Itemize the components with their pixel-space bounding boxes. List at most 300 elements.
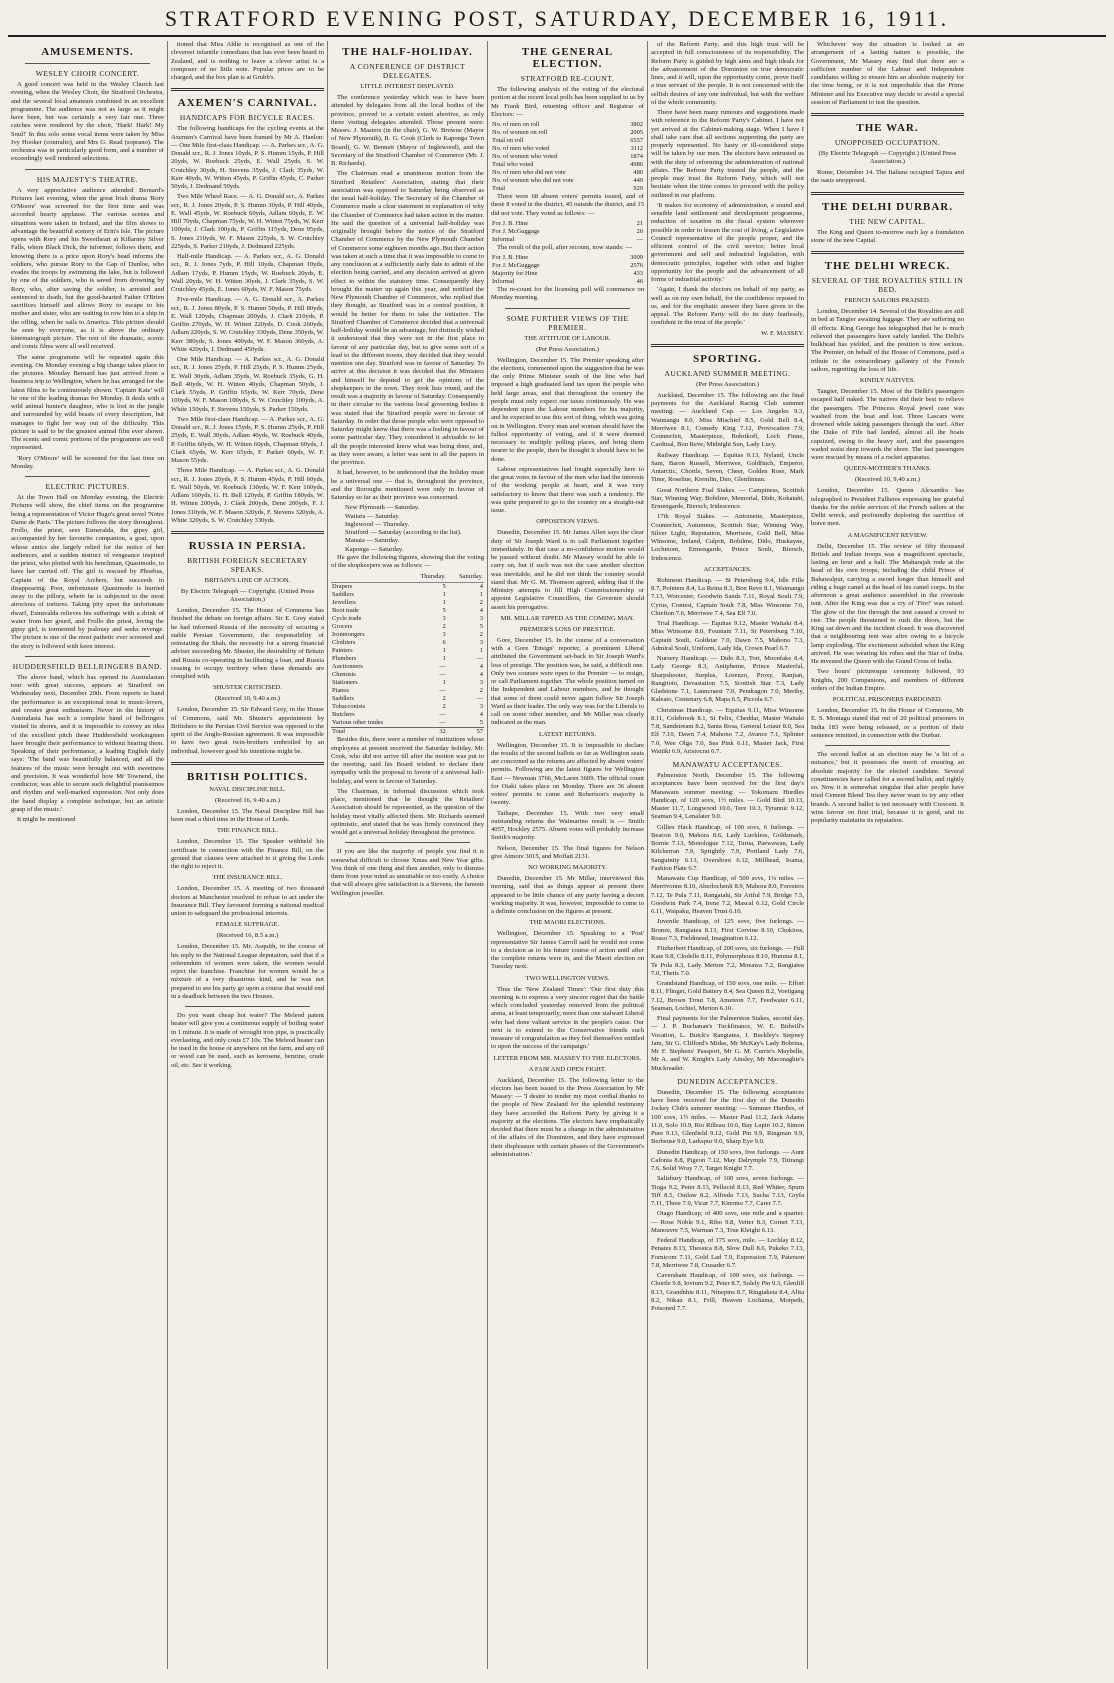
table-cell: — xyxy=(439,663,446,671)
list-item: Manaia — Saturday. xyxy=(345,537,400,545)
section-heading-election: THE GENERAL ELECTION. xyxy=(521,46,614,70)
table-cell: 1 xyxy=(479,591,483,599)
article-subheading: PREMIER'S LOSS OF PRESTIGE. xyxy=(519,625,616,633)
table-cell: Saddlers xyxy=(332,591,355,599)
divider xyxy=(651,344,804,347)
table-cell: 3 xyxy=(479,615,483,623)
article-body: Two Mile first-class Handicap. — A. Parkes scr., A. G. Donald scr., R. J. Jones 15yds, P. S. Humm 25yds, P. Hill 25yds, E. Wall 30yds, Adlam 40yds, W. Roebuck 40yds, P. Griffin 60yds, W. H. Witten 60yds, Chapman 60yds, J. Clark 65yds, W. Kerr 65yds, F. Parker 60yds, W. F. Mason 55yds. xyxy=(171,415,324,464)
divider xyxy=(811,113,964,116)
table-cell: Pianos xyxy=(332,687,350,695)
table-cell: — xyxy=(476,655,483,663)
article-body: London, December 15. Sir Edward Grey, in the House of Commons, said Mr. Shuster's appointment by Britishers to the Persian Civil Service was opposed to the spirit of the Anglo-Russian agreement. It was impossible to have two great twin-brothers embroiled by an individual, however good his intentions might be. xyxy=(171,706,324,755)
table-cell: Saddlers xyxy=(332,695,355,703)
section-heading-amusements: AMUSEMENTS. xyxy=(41,46,134,58)
table-cell: Drapers xyxy=(332,583,353,591)
table-row xyxy=(331,711,484,719)
dateline: (Received 16, 9.40 a.m.) xyxy=(214,796,280,804)
article-body: London, December 15. A meeting of two thousand doctors at Manchester resolved to refuse to act under the Insurance Bill. They favoured forming a national medical union to safeguard the professional interests. xyxy=(171,885,324,917)
article-body: 'Again, I thank the electors on behalf of my party, as well as on my own behalf, for the confidence reposed in us, and for the emphatic answer they have given to the appeal. The Reform Party will do its duty fearlessly, confident in the trust of the people.' xyxy=(651,286,804,327)
table-cell: No. of men who did not vote xyxy=(492,169,566,176)
table-row xyxy=(331,615,484,623)
column-1 xyxy=(8,41,168,1669)
table-cell: 21 xyxy=(636,219,643,227)
article-body: Trial Handicap. — Equitas 9.12, Master Waitaki 8.4, Miss Winsome 8.0, Fountain 7.11, St Petersburg 7.10, Captain Soult, Goldstar 7.0, Dawn 7.5, Mahono 7.3, Admiral Soult, Uniform, Lady Ida, Crown Pearl 6.7. xyxy=(651,620,804,652)
list-item: Stratford — Saturday (according to the list). xyxy=(345,529,462,536)
article-body: The re-count for the licensing poll will commence on Monday morning. xyxy=(491,286,644,302)
table-row xyxy=(331,647,484,655)
article-body: Manawatu Cup Handicap, of 500 sovs, 1¼ miles. — Merrivonne 8.10, Aberlochenlt 8.9, Mahora 8.0, Foresters 7.12, Te Pula 7.11, Rangatahi, Sir Artful 7.9, Bridge 7.5, Goodwin Park 7.4, Irene 7.2, Mascal 6.12, Gold Circle 6.11, Waipaku, Heaven Trust 6.10. xyxy=(651,875,804,915)
article-body: Three Mile Handicap. — A. Parkes scr., A. G. Donald scr., R. J. Jones 20yds, P. S. Humm 45yds, P. Hill 60yds, E. Wall 50yds, W. Roebuck 130yds, W. F. Kerr 160yds, Adlam 160yds, G. H. Bell 120yds, P. Griffin 180yds, W. H. Witten 200yds, J. Clark 200yds, Dene 200yds, F. J. Jones 310yds, W. F. Mason 320yds, F. Stevens 320yds, A. White 320yds, S. W. Crutchley 330yds. xyxy=(171,467,324,524)
article-subheading: NO WORKING MAJORITY. xyxy=(528,864,607,871)
divider xyxy=(25,476,150,477)
article-subheading: SHUSTER CRITICISED. xyxy=(213,684,282,692)
advertisement-text: If you are like the majority of people you find it is somewhat difficult to choose Xmas and New Year gifts. You think of one thing and then another, only to dismiss them from your mind as unsuitable or too costly. A choice that will always give satisfaction is a Stevens, the famous Wellington jeweller. xyxy=(331,848,484,897)
table-cell: 2 xyxy=(442,703,446,711)
article-body: The following analysis of the voting of the electoral portion at the recent local polls has been supplied to us by Mr Frank Bird, returning officer and Registrar of Electors: — xyxy=(491,86,644,118)
table-cell: Total on roll xyxy=(492,137,524,144)
table-cell: No. of women on roll xyxy=(492,129,548,136)
article-body: There have been many rumours and suggestions made with reference to the Reform Party's Cabinet. I have not yet arrived at the Cabinet-making stage. When I have I shall take care that all sections supporting the party are properly represented. No hasty or ill-considered steps will be taken by our men. The electors have entrusted us with the duty of reforming the administration of national affairs. The Reform Party trusted the people, and the people may trust the Reform Party, which will not hesitate when the time comes to proceed with the policy outlined in our platform. xyxy=(651,109,804,199)
table-cell: 1 xyxy=(442,647,446,655)
article-subheading: HANDICAPS FOR BICYCLE RACES. xyxy=(179,113,316,123)
list-item: Kaponga — Saturday. xyxy=(345,545,404,553)
divider xyxy=(345,842,470,843)
table-row xyxy=(331,655,484,663)
column-2 xyxy=(168,41,328,1669)
article-body: Otago Handicap, of 400 sovs, one mile and a quarter. — Rose Noble 9.1, Ribo 9.8, Vetter 8.3, Cornet 7.13, Manouvre 7.5, Warman 7.3, True Kleight 6.13. xyxy=(651,1210,804,1234)
article-subheading: THE INSURANCE BILL. xyxy=(212,874,283,882)
divider xyxy=(25,656,150,657)
table-row xyxy=(491,220,644,228)
table-total-row xyxy=(331,728,484,737)
newspaper-page xyxy=(8,4,1106,1673)
article-subheading: OPPOSITION VIEWS. xyxy=(536,518,599,526)
table-cell: 3112 xyxy=(630,145,643,152)
section-heading-axemen: AXEMEN'S CARNIVAL. xyxy=(177,97,318,110)
table-cell: 2576 xyxy=(630,262,643,269)
divider xyxy=(25,169,150,170)
table-row xyxy=(331,671,484,679)
table-cell: Total xyxy=(331,728,407,737)
table-cell: 4 xyxy=(479,711,483,719)
table-cell: 1874 xyxy=(630,153,643,160)
article-body: Dunedin, December 15. Mr Millar, interviewed this morning, said that as things appear at present there appeared to be little chance of any party having a decent working majority. It was, however, impossible to come to a definite conclusion on the figures at present. xyxy=(491,875,644,915)
divider xyxy=(505,308,630,309)
column-6 xyxy=(808,41,967,1669)
table-cell: Stationers xyxy=(332,679,358,687)
table-cell: Total who voted xyxy=(492,161,534,168)
table-header-row xyxy=(331,572,484,583)
table-row xyxy=(491,161,644,169)
table-row xyxy=(331,695,484,703)
table-cell: 3802 xyxy=(630,121,643,128)
article-body: Two Mile Wheel Race. — A. G. Donald scr., A. Parkes scr., R. J. Jones 20yds, P. S. Humm 30yds, P. Hill 40yds, E. Wall 45yds, W. Roebuck 60yds, Adlam 60yds, E. W. Hill 70yds, Chapman 75yds, W. H. Witten 75yds, W. Kerr 100yds, J. Clark 100yds, P. Griffin 115yds, Dene 95yds, S. Jones 210yds, W. F. Mason 225yds, S. W. Crutchley 225yds, S. Parker 210yds, J. Dedmand 225yds. xyxy=(171,193,324,250)
article-subheading: THE FINANCE BILL. xyxy=(217,827,278,835)
dateline: (Per Press Association.) xyxy=(536,345,599,353)
table-cell: 4 xyxy=(479,607,483,615)
section-heading-half-holiday: THE HALF-HOLIDAY. xyxy=(342,46,473,58)
table-cell: 3 xyxy=(479,639,483,647)
article-body: The Chairman, in informal discussion which took place, mentioned that he thought the Retailers' Association should be represented, as the question of the holiday most vitally affected them. Mr. Richards seemed optimistic, and stated that he was firmly convinced they would get a universal holiday throughout the province. xyxy=(331,787,484,836)
table-header: Thursday. xyxy=(407,572,446,583)
article-subheading: A CONFERENCE OF DISTRICT DELEGATES. xyxy=(349,62,466,80)
article-body: Whichever way the situation is looked at an arrangement of a lasting nature is possible, the Government, Mr Massey may find that there are a sufficient number of the Labour and Independent candidates willing to ensure him an absolute majority for the time being, or it is not improbable that the Prime Minister and his Executive may decide to avoid a special session of Parliament to test the question. xyxy=(811,41,964,106)
table-cell: For J. B. Hine xyxy=(492,219,529,227)
article-subheading: A MAGNIFICENT REVIEW. xyxy=(847,531,928,539)
article-body: Gore, December 15. In the course of a conversation with a Gore 'Ensign' reporter, a prominent Liberal attributed the Government set-back to Sir Joseph Ward's loss of prestige. The position was, he said, a difficult one. Only two courses were open to the Premier — to resign, or call Parliament together. The whole position turned on the Independent and Labour members, and he thought that some of them could never again follow Sir Joseph Ward as their leader. The only way was for the Liberals to call on some other member, and Mr Millar was clearly indicated as the man. xyxy=(491,636,644,727)
article-body: 'It makes for economy of administration, a sound and sensible land settlement and development programme, reduction of taxation in the fiscal system wherever possible in order to lessen the cost of living, a Legislative Council representative of the people proper, and the efficient control of the civil service; better local government and self and industrial legislation, with democratic principles, together with other and higher opportunity for the people and the advancement of all forms of industrial activity.' xyxy=(651,201,804,283)
table-row xyxy=(331,623,484,631)
table-cell: Auctioneers xyxy=(332,663,363,671)
list-item: Inglewood — Thursday. xyxy=(345,520,410,528)
article-body: Gillies Hack Handicap, of 100 sovs, 6 furlongs. — Beacon 9.0, Mahora 8.6, Lady Luckless, Goldsmark, Bornie 7.13, Monologue 7.12, Turua, Paewawau, Lady Kilcherran 7.9, Sprightly 7.9, Portland Lady 7.6, Sanguinity 6.13, Overshoot 6.12, Millhead, Ioama, Fashion Plate 6.7. xyxy=(651,823,804,872)
section-heading-wreck: THE DELHI WRECK. xyxy=(824,260,951,272)
advertisement-text: The second ballot at an election may be 'a bit of a nuisance,' but it possesses the merit of ensuring an absolute majority for the elected candidate. Several constituencies have called for a second ballot, and rightly so. Now it is somewhat singular that after people have tried Cement Blend Tea they never want to try any other brands. A second ballot is not necessary with Crescent. It wins favour on first trial, because it is good, and its popularity maintains its reputation. xyxy=(811,751,964,824)
article-body: Great Northern Foal Stakes. — Campiness, Scottish Star, Winning Way, Bobilme, Memorial, Dido, Kokatahi, Ermengarde, Biersch, Iridescence. xyxy=(651,486,804,510)
article-subheading: THE NEW CAPITAL. xyxy=(849,216,926,226)
article-body: The result of the poll, after recount, now stands: — xyxy=(497,243,632,251)
table-row xyxy=(491,228,644,236)
article-body: Wellington, December 15. It is impossible to declare the results of the second ballots so far as Wellington seats are concerned as the returns are affected by absent voters' permits. Following are the latest figures for Wellington East — Newman 3766, McLaren 3609. The official count for Otaki takes place on Monday. There are 36 absent voters' permits to come and Robertson's majority is twenty. xyxy=(491,741,644,807)
columns xyxy=(8,41,1106,1669)
article-subheading: BRITISH FOREIGN SECRETARY SPEAKS. xyxy=(187,556,308,574)
article-body: Dunedin, December 15. Mr James Allen says the clear duty of Sir Joseph Ward is to call Parliament together immediately. In that case a no-confidence motion would be passed without doubt. Mr Massey would be able to carry on, but if such was not the case another election was inevitable, and he did not think the country would stand that. Mr G. M. Thomson agreed, adding that if the Ministry attempts to fill High Commissionership or appoint Legislative Councillors, the Governor should assert his prerogative. xyxy=(491,529,644,611)
article-body: Rome, December 14. The Italians occupied Tajura and the oasis unopposed. xyxy=(811,169,964,185)
table-cell: For J. McGuggage xyxy=(492,227,540,235)
list-item: Waitara — Saturday. xyxy=(345,512,400,520)
section-heading-sporting: SPORTING. xyxy=(693,352,762,365)
article-body: It might be mentioned xyxy=(17,816,76,823)
table-cell: 480 xyxy=(633,169,643,176)
article-subheading: ACCEPTANCES. xyxy=(703,565,752,573)
table-cell: 2 xyxy=(479,631,483,639)
table-cell: Ironmongers xyxy=(332,631,365,639)
table-row xyxy=(491,129,644,137)
article-body: Auckland, December 15. The following letter to the electors has been issued to the Press Association by Mr Massey: — 'I desire to tender my most cordial thanks to the people of New Zealand for the splendid testimony they have accorded the Reform Party by giving it a majority at the elections. The electors have emphatically decided that there must be a change in the administration of the affairs of the Dominion, and they have expressed their displeasure with certain phases of the Government's administration.' xyxy=(491,1076,644,1158)
article-body: Final payments for the Palmerston Stakes, second day. — J. P. Buchanan's Tuckfinance, W. E. Bidwill's Vocation, L. Buick's Rangiatea, J. Buckley's Stepney Jam, Sir G. Clifford's Midas, Mr McKay's Lady Bobrina, Mr F. Stephens' Passport, Mr G. M. Currie's Maybelle, Mr A. and W. Knight's Lady Ainsley, Mr Maconaghie's Muckreader. xyxy=(651,1015,804,1072)
article-subheading: LATEST RETURNS. xyxy=(538,730,597,738)
article-heading: DUNEDIN ACCEPTANCES. xyxy=(677,1076,778,1086)
article-body: He gave the following figures, showing that the voting of the shopkeepers was as follows: — xyxy=(331,553,484,569)
table-cell: Clothiers xyxy=(332,639,356,647)
table-cell: — xyxy=(636,235,643,243)
article-body: Grandstand Handicap, of 150 sovs, one mile. — Effort 8.11, Flinget, Gold Battery 8.4, Sea Queen 8.2, Voetigang 7.12, Brown Trout 7.8, Ameteon 7.7, Feedwater 6.11, Seaman, Lochiel, Merton 6.10. xyxy=(651,980,804,1012)
article-subheading: TWO WELLINGTON VIEWS. xyxy=(525,974,610,982)
table-cell: 2 xyxy=(479,599,483,607)
article-body: Labour representatives had fought especially here to the great votes in favour of the men who had the interests of the working people at heart, and it was very satisfactory to know that there was such a tendency. He was quite prepared to go to the country on a straight-out issue. xyxy=(491,465,644,514)
table-cell: 4986 xyxy=(630,161,643,168)
article-subheading: KINDLY NATIVES. xyxy=(859,377,916,384)
table-cell: 1 xyxy=(442,599,446,607)
article-body: Nursery Handicap. — Dido 8.3, Tort, Moonfake 8.4, Lady George 8.3, Antipheme, Prince Masterful, Sharpshooter, Surplus, Lorenzo, Proxy, Ranjian, Rangitoto, Devastation 7.5, Scottish Star 7.3, Lady Gladstone 7.1, Lanncraest 7.0, Pendragon 7.0, Merthy, Kaleato, Centenary 6.8, Mapa 6.5, Piccola 6.7. xyxy=(651,655,804,704)
section-heading-politics: BRITISH POLITICS. xyxy=(187,770,308,783)
article-body: The following handicaps for the cycling events at the Axemen's Carnival have been framed by Mr A. Hanlon: — One Mile first-class Handicap. — A. Parkes scr., A. G. Donald scr., R. J. Jones 10yds, P. S. Humm 15yds, P. Hill 20yds, W. Roebuck 25yds, E. Wall 25yds, S. W. Crutchley 30yds, H. Stevens 35yds, J. Clark 35yds, W. Kerr 40yds, W. Witten 45yds, P. Griffin 45yds, C. Parker 50yds, J. Dedmand 50yds. xyxy=(171,125,324,190)
divider xyxy=(811,251,964,254)
article-heading: ELECTRIC PICTURES. xyxy=(45,482,130,491)
table-cell: 2 xyxy=(442,623,446,631)
divider xyxy=(185,1006,310,1007)
table-row xyxy=(331,687,484,695)
table-body xyxy=(491,220,644,244)
article-body: The King and Queen to-morrow each lay a foundation stone of the new Capital. xyxy=(811,228,964,244)
article-body: Salisbury Handicap, of 100 sovs, seven furlongs. — Tioga 9.2, Peter 8.13, Pellucid 8.13, Red Whiter, Spurn Tiff 8.5, Outlaw 8.2, Alfreda 7.13, Sucha 7.13, Gryfa 7.11, Three 7.9, Vicar 7.7, Kinomo 7.7, Carer 7.7. xyxy=(651,1175,804,1207)
table-cell: 3009 xyxy=(630,254,643,261)
table-cell: 46 xyxy=(636,278,643,285)
table-row xyxy=(491,121,644,129)
table-row xyxy=(331,719,484,728)
article-subheading: FRENCH SAILORS PRAISED. xyxy=(844,297,931,304)
article-subheading: FEMALE SUFFRAGE. xyxy=(215,921,280,929)
divider xyxy=(825,745,950,746)
article-body: Railway Handicap. — Equitas 9.13, Nyland, Uncle Sam, Baron Russell, Merriwee, Goldfinch, Emperor, Antarctic, Chortle, Seven, Cheer, Golden Rose, Mark Time, Roseline, Kremlin, Duo, Glenfinnan. xyxy=(651,451,804,484)
divider xyxy=(811,192,964,195)
table-header: Saturday. xyxy=(447,572,484,583)
article-body: 'Rory O'Moore' will be screened for the last time on Monday. xyxy=(11,454,164,470)
table-body xyxy=(491,254,644,286)
table-cell: 1 xyxy=(442,591,446,599)
article-body: London, December 14. Several of the Royalties are still in bed at Tangier awaiting luggage. They are suffering no ill effects. King George has telegraphed that he is much relieved that passengers have safely landed. The Delhi's bulkhead has yielded, and the position is now serious. The Premier, on behalf of the House of Commons, paid a tribute to the extraordinary gallantry of the French sailors, regretting the loss of life. xyxy=(811,308,964,373)
table-cell: 5 xyxy=(479,719,483,727)
table-cell: 2005 xyxy=(630,129,643,136)
table-cell: 6 xyxy=(442,639,446,647)
article-body: Dunedin, December 15. The following acceptances have been received for the first day of the Dunedin Jockey Club's summer meeting: — Summer Hurdles, of 100 sovs, 1½ miles. — Master Paul 11.2, Jack Adams 11.0, Solo 10.9, Rio Rilleau 10.6, Bay Lupin 10.2, Simon Pure 9.13, Glenfield 9.12, Gold Pin 9.9, Ringman 9.9, Berbeuse 9.0, Larkspur 9.0, Sharp Eye 9.0. xyxy=(651,1088,804,1146)
article-body: Christmas Handicap. — Equitas 9.11, Miss Winsome 8.11, Colebrook 8.1, St Felix, Cheddar, Master Waitaki 7.8, Sandstream 8.2, Santa Rosa, General Lotaur 8.0, Sea Elf 7.10, Dawn 7.4, Mahono 7.2, Avance 7.1, Splinter 7.0, Wee Olga 7.0, Sea Pink 6.11, Master Jack, First Waitiki 6.9, Aristocrat 6.7. xyxy=(651,706,804,755)
table-cell: 4 xyxy=(479,663,483,671)
article-body: tioned that Miss Aldie is recognised as one of the cleverest infantile comedians that has ever been heard in Zealand, and is nothing to leave a clever artist is a composer of no little note. Popular prices are to be charged, and the box plan is at Grubb's. xyxy=(171,41,324,81)
table-cell: Informal xyxy=(492,235,515,243)
column-3 xyxy=(328,41,488,1669)
table-cell: 2 xyxy=(479,687,483,695)
article-subheading: STRATFORD RE-COUNT. xyxy=(520,74,615,83)
table-cell: No. of women who voted xyxy=(492,153,558,160)
dateline: (Received 10, 9.40 a.m.) xyxy=(854,476,920,484)
table-cell: Plumbers xyxy=(332,655,357,663)
table-cell: 1 xyxy=(479,647,483,655)
article-body: Wellington, December 15. Speaking to a 'Post' representative Sir James Carroll said he would not come to a decision as to his future course of action until after the complete returns were in, and the Maori election on Tuesday next. xyxy=(491,930,644,971)
table-cell: Various other trades xyxy=(332,719,384,727)
article-heading: HUDDERSFIELD BELLRINGERS BAND. xyxy=(12,661,163,671)
table-cell: Chemists xyxy=(332,671,356,679)
article-body: 17th Royal Stakes. — Antoinette, Masterpiece, Counterfeit, Autumnus, Scottish Star, Winning Way, Silver Light, Reputation, Merriwee, Gold Bell, Miss Winsome, Ireland, Culprit, Bobilme, Dido, Huskayne, Lochmont, Ermengarde, Prince Soult, Biersch, Iridescence. xyxy=(651,513,804,562)
article-heading: WESLEY CHOIR CONCERT. xyxy=(35,69,140,78)
table-cell: 3 xyxy=(479,703,483,711)
table-row xyxy=(491,270,644,278)
column-4 xyxy=(488,41,648,1669)
table-cell: — xyxy=(439,711,446,719)
divider xyxy=(171,88,324,91)
article-body: Palmerston North, December 15. The following acceptances have been received for the first day's Manawatu summer meeting: — Tokomaru Hurdles Handicap, of 120 sovs, 1½ miles. — Gold Bird 10.13, Master 11.7, Longwood 10.6, Tere 10.3, Tyrannic 9.12, Seaman 9.4, Lenalater 9.0. xyxy=(651,772,804,821)
article-subheading: UNOPPOSED OCCUPATION. xyxy=(834,138,941,147)
table-cell: 20 xyxy=(636,227,643,235)
table-cell: — xyxy=(439,671,446,679)
table-cell: Total xyxy=(492,185,506,192)
table-cell: 4 xyxy=(479,671,483,679)
article-body: A very appreciative audience attended Bernard's Pictures last evening, when the great Irish drama 'Rory O'Moore' was screened for the first time and was accorded hearty applause. The various scenes and situations were taken in Ireland, and the film shows to advantage the beautiful scenery of Erin's Isle. The picture opens with Rory and his Sweetheart at Killarney Silver Falls, where Black Dick, the informer, follows them, and knowing there is a price upon Rory's head informs the soldiers, who pursue Rory to the Gap of Dunloe, who evades the troops by swimming the lake, but is followed by one of the soldiers, who is saved from drowning by Rory, who, after saving the soldier, is arrested and sentenced to death, but the good-hearted Father O'Brien sacrifices himself and allows Rory to escape to his mother and sister, who are waiting to row him to a ship in the offing, when he sails to America. This picture should be seen by everyone, as it is above the ordinary kinematograph picture. The rest of the dramatic, scenic and comic films were all well received. xyxy=(11,186,164,351)
table-row xyxy=(331,679,484,687)
table-cell: 3 xyxy=(442,631,446,639)
table-row xyxy=(331,663,484,671)
article-body: Thus the 'New Zealand Times': 'Our first duty this morning is to express a very sincere regret that the battle which concluded yesterday removed from the political arena, at least temporarily, more than one stalwart Liberal who had done valiant service in the people's cause. Our next is to extend to the Conservative friends such measure of congratulation as they feel themselves entitled to upon the success of the campaign.' xyxy=(491,985,644,1051)
table-cell: Butchers xyxy=(332,711,355,719)
divider xyxy=(25,63,150,64)
table-cell: 32 xyxy=(407,728,446,737)
article-body: Tangier, December 15. Most of the Delhi's passengers escaped half naked. The natives did their best to relieve the passengers. The Princess Royal jewel case was washed from the boat and lost. Three Lascars were drowned while taking passengers through the surf. After the Duke of Fife had landed, almost all the boats capsized, owing to the heavy surf, and the passengers waded waist deep towards the shore. The last passengers were rescued by means of a rocket apparatus. xyxy=(811,388,964,461)
article-body: It had, however, to be understood that the holiday must be a universal one — that is, throughout the province, and the Boroughs mentioned were only in favour of Saturday so far as their province was concerned. xyxy=(331,469,484,501)
table-cell: Boot trade xyxy=(332,607,359,615)
article-subheading: THE ATTITUDE OF LABOUR. xyxy=(524,334,611,342)
section-heading-persia: RUSSIA IN PERSIA. xyxy=(188,540,307,552)
table-row xyxy=(491,153,644,161)
table-cell: 1 xyxy=(442,679,446,687)
article-body: The conference yesterday which was to have been attended by delegates from all the local bodies of the province, proved to a certain extent abortive, as only three visiting delegates attended. Those present were: Messrs. J. Masters (in the chair), G. W. Browne (Mayor of New Plymouth), R. G. Cook (Clerk to Kaponga Town Board), G. W. Bennett (Mayor of Inglewood), and the Secretary of the Stratford Chamber of Commerce (Mr. J. B. Richards). xyxy=(331,94,484,167)
article-body: Besides this, there were a number of institutions whose employees at present received the Saturday holiday. Mr. Cook, who did not arrive till after the motion was put to the meeting, said his Board wished to declare their sympathy with the proposal in favour of a universal half-holiday, and were in favour of Saturday. xyxy=(331,736,484,785)
table-row xyxy=(491,185,644,193)
article-body: The above band, which has opened its Australasian tour with great success, appears at Stratford on Wednesday next, December 20th. From reports to hand the performance is an exceptional treat to music-lovers, and creates great enthusiasm. Never in the history of Australasia has such a complete band of bellringers visited its shores, and it is impossible to convey an idea of the excellent pitch these Huddersfield workingmen have brought their performance to without hearing them. Speaking of their performance, a leading English daily says: 'The band was beautifully balanced, and all the features of the music were brought out with sweetness and precision. It was wonderful how Mr Townend, the conductor, was able to secure such delightful pianissimos and rhythm and well-marked expression. Not only does the band display a complete technique, but an artistic grasp of the music.' xyxy=(11,673,164,813)
dateline: (Received 10, 9.40 a.m.) xyxy=(214,695,280,703)
table-row xyxy=(331,591,484,599)
article-subheading: A FAIR AND OPEN FIGHT. xyxy=(528,1065,607,1073)
table-cell: Informal xyxy=(492,278,515,285)
article-body: London, December 15. In the House of Commons, Mr E. S. Montagu stated that out of 20 political prisoners in India 183 were being released, or a portion of their sentence remitted, in connection with the Durbar. xyxy=(811,707,964,739)
dateline: (By Electric Telegraph — Copyright.) (United Press Association.) xyxy=(818,150,957,165)
table-row xyxy=(491,262,644,270)
table-cell: — xyxy=(439,719,446,727)
article-body: Nelson, December 15. The final figures for Nelson give Atmore 3015, and Moffatt 2131. xyxy=(491,844,644,860)
article-body: London, December 15. The House of Commons has finished the debate on foreign affairs. Sir E. Grey stated he had informed Russia of the necessity of securing a stable Persian Government, the responsibility of reinstating the Shah, the necessity for a strong financial adviser succeeding Mr. Shuster, the desirability of Britain and Russia co-operating in facilitating a loan, and Russia ceasing to occupy territory when these demands are complied with. xyxy=(171,607,324,680)
table-cell: 6557 xyxy=(630,137,643,144)
table-body xyxy=(331,583,484,728)
article-body: London, December 15. The Speaker withheld his certificate in connection with the Finance Bill, on the ground that clauses were attached to it giving the Lords the right to reject it. xyxy=(171,838,324,870)
article-body: Delhi, December 15. The review of fifty thousand British and Indian troops was a magnificent spectacle, lasting an hour and a half. The Maharajah rode at the head of his own troops, including the child Prince of Bahawalpur, carrying a sword longer than himself and riding a huge camel at the head of his camel corps. In the afternoon a great audience assembled in the riverside tent. After the King was due a cry of 'Fire!' was raised. The glow of the fire through the tent caused a crowd to rise. The people threatened to rush the doors, but the King sat down and the incident closed. It was discovered that a neighbouring tent was afire owing to a bicycle lamp exploding. The excitement subsided when the King arrived. He was wearing his robes and the Star of India. He invested the Queen with the Grand Cross of India. xyxy=(811,542,964,665)
article-heading: SOME FURTHER VIEWS OF THE PREMIER. xyxy=(506,313,629,332)
article-subheading: MR. MILLAR TIPPED AS THE COMING MAN. xyxy=(500,614,635,622)
article-body: At the Town Hall on Monday evening, the Electric Pictures will show, the chief items on the programme being a representation of Victor Hugo's great novel 'Notre Dame de Paris.' The picture follows the story throughout. Frollo, the priest, sees Esmeralda, the gipsy girl, accompanied by her favourite companion, a goat, upon whose antics she largely relied for the notice of her audiences, and a sudden instinct of vengeance inspired the priest, who plotted with his henchman, Quasimodo, to have her carried off. The girl is rescued by Phoebus, Captain of the Royal Archers, but succeeds in disappearing. Poor, unfortunate Quasimodo is hurried away to the pillory, where he is subjected to the most atrocious of tortures. Taking pity upon the unfortunate dwarf, Esmeralda relieves his sufferings with a drink of water from her gourd, and Frollo the priest, loving the gipsy girl, is tormented by jealousy and seeks revenge. The picture is one of the most pathetic ever screened and the story is followed with keen interest. xyxy=(11,494,164,650)
article-subheading: NAVAL DISCIPLINE BILL. xyxy=(209,785,286,793)
table-cell: 3 xyxy=(442,615,446,623)
article-heading: HIS MAJESTY'S THEATRE. xyxy=(36,174,139,184)
article-body: Juvenile Handicap, of 125 sovs, five furlongs. — Bronze, Rangiatea 8.13, First Corvine 8.10, Chokioss, Rosso 7.3, Fieldmead, Imagination 6.12. xyxy=(651,918,804,942)
article-body: Taihape, December 15. With two very small outstanding returns the Waimarino result is — Smith 4057, Hockley 2575. Absent votes will probably increase Smith's majority. xyxy=(491,809,644,842)
roll-table xyxy=(491,121,644,193)
table-cell: 4 xyxy=(479,583,483,591)
table-cell: Grocers xyxy=(332,623,353,631)
masthead: STRATFORD EVENING POST, SATURDAY, DECEMBER 16, 1911. xyxy=(8,4,1106,37)
table-row xyxy=(491,278,644,286)
article-body: Wellington, December 15. The Premier speaking after the elections, commented upon the suggestion that he was the only Prime Minister south of the line who had imposed a high graduated land tax upon the people who held large areas, and that throughout the country the people must only expect our taxes continuously. He was dependent upon the Labour members for his majority, and he expected to use this sort of thing, which was going on in Wellington. Every man and woman should have the fullest opportunity of voting, and if it were deemed necessary to multiply polling places, and bring them nearer to the people, then he thought it should have to be done. xyxy=(491,356,644,463)
section-heading-war: THE WAR. xyxy=(856,122,919,134)
article-body: Federal Handicap, of 175 sovs, mile. — Lochlay 8.12, Penates 8.13, Thessica 8.8, Slow Dull 8.6, Pukeko 7.13, Fornicom 7.11, Gold Lad 7.9, Expression 7.9, Paterson 7.8, Merriwee 7.8, Crusader 6.7. xyxy=(651,1237,804,1269)
table-row xyxy=(331,639,484,647)
article-body: The Chairman read a unanimous motion from the Stratford Retailers' Association, stating that their association was opposed to Saturday being observed as the usual half-holiday. The Secretary of the Chamber of Commerce made a clear statement in explanation of why the Chamber of Commerce had taken action in the matter. He said the question of a universal half-holiday was originally brought before the notice of the Stratford Chamber of Commerce by the New Plymouth Chamber of Commerce some eighteen months ago. But their action was taken at such a time that it was impossible to come to any conclusion at a sufficiently early date to admit of the election being carried, and any decision arrived at given effect to within the statutory time. Consequently they brought the matter up again this year, and notified the New Plymouth Chamber of Commerce, who replied that they thought, as Stratford was in a central position, it would be better for them to take the initiative. The Stratford Chamber of Commerce decided that a universal half-holiday would be an advantage, but distinctly wished it understood that they were not in the first place in favour of any particular day, but to give some sort of a lead to the different towns, they decided that they would mention one day. Stratford was in favour of Saturday. To arrive at this decision it was decided that the Ministers and himself be deputed to get the opinions of the shopkeepers in the town. They took lists round, and the result was a majority in favour of Saturday. Consequently in their circular to the various local governing bodies it was stated that the Stratford people were in favour of Saturday. In order that those people who were opposed to Saturday might know that there was a feeling in favour of some particular day. They considered it advisable to let all the people interested know what was being done, and, as they were aware, a letter was sent to all the papers in the province. xyxy=(331,170,484,466)
article-subheading: LITTLE INTEREST DISPLAYED. xyxy=(360,83,455,90)
absent-vote-table xyxy=(491,220,644,244)
table-cell: 57 xyxy=(447,728,484,737)
column-5 xyxy=(648,41,808,1669)
article-body: Fitzherbert Handicap, of 200 sovs, six furlongs. — Full Kate 9.8, Clodelle 8.11, Polymorphous 8.10, Humma 8.1, Te Pola 8.3, Lady Merton 7.2, Moeawa 7.2, Rangiatea 7.0, Thetis 7.0. xyxy=(651,945,804,977)
article-body: of the Reform Party, and this high trust will be accepted in full consciousness of its responsibility. The Reform Party is guided by high aims and high ideals for the advancement of the Dominion on true democratic lines, and it will, upon the opportunity come, prove itself a true servant of the people. It is not concerned with the selfish desires of any one individual, but with the welfare of the whole community. xyxy=(651,41,804,106)
table-cell: 5 xyxy=(479,623,483,631)
article-subheading: QUEEN-MOTHER'S THANKS. xyxy=(843,465,932,473)
table-row xyxy=(331,703,484,711)
table-cell: For J. B. Hine xyxy=(492,254,529,261)
table-cell: For J. McGuggage xyxy=(492,262,540,269)
divider xyxy=(171,762,324,765)
article-subheading: SEVERAL OF THE ROYALTIES STILL IN BED. xyxy=(811,276,964,294)
table-cell: 5 xyxy=(442,583,446,591)
table-cell: No. of men who voted xyxy=(492,145,550,152)
dateline: (Received 16, 8.5 a.m.) xyxy=(216,932,279,940)
article-body: Caversham Handicap, of 100 sovs, six furlongs. — Chortle 9.8, Iovium 9.2, Peter 8.7, Solely Pin 9.3, Glenfill 8.13, Grandnhie 8.11, Ninepins 8.7, Ringtaketa 8.4, Alita 8.2, Nikau 8.1, Frill, Heaven Lochama, Morpeth, Poisoned 7.7. xyxy=(651,1272,804,1312)
poll-table xyxy=(491,254,644,286)
article-body: London, December 15. Mr. Asquith, in the course of his reply to the National League deputation, said that if a referendum of women were taken, the women would reject the franchise. Franchise for women would be a mixture of a very disastrous kind, and he was not prepared to see his party go upon a course that would end in a deadlock between the two Houses. xyxy=(171,943,324,1000)
table-cell: 3 xyxy=(479,679,483,687)
table-cell: No. of men on roll xyxy=(492,121,540,128)
table-row xyxy=(331,599,484,607)
table-row xyxy=(491,177,644,185)
article-body: Two hours' picturesque ceremony followed, 93 Knights, 200 Companions, and members of different orders of the Indian Empire. xyxy=(811,668,964,692)
article-heading: MANAWATU ACCEPTANCES. xyxy=(672,760,783,769)
table-cell: 2 xyxy=(442,695,446,703)
table-row xyxy=(491,137,644,145)
table-row xyxy=(331,631,484,639)
table-cell: 449 xyxy=(633,177,643,184)
table-row xyxy=(491,254,644,262)
table-cell: Tobacconists xyxy=(332,703,366,711)
table-cell: No. of women who did not vote xyxy=(492,177,574,184)
article-body: One Mile Handicap. — A. Parkes scr., A. G. Donald scr., R. J. Jones 25yds, P. Hill 25yds, P. S. Humm 25yds, E. Wall 30yds, Adlam 35yds, W. Roebuck 35yds, G. H. Bell 40yds, W. H. Witten 40yds, Chapman 50yds, J. Clark 55yds, P. Griffin 65yds, W. Kerr 70yds, Dene 100yds, W. F. Mason 100yds, S. W. Crutchley 100yds, A. White 150yds, F. Stevens 150yds, S. Parker 150yds. xyxy=(171,356,324,413)
section-heading-durbar: THE DELHI DURBAR. xyxy=(822,200,953,213)
signature: W. F. MASSEY. xyxy=(761,329,804,337)
article-body: London, December 15. Queen Alexandra has telegraphed to President Fallieres expressing her grateful thanks for the noble services of the French sailors at the Delhi wreck, and profoundly deploring the sacrifice of brave men. xyxy=(811,487,964,528)
article-body: Auckland, December 15. The following are the final payments for the Auckland Racing Club summer meeting: — Auckland Cup. — Los Angeles 9.3, Waimangu 8.0, Miss Mischief 8.5, Gold Bell 8.4, Merriwee 8.1, Comedy King 7.12, Provocation 7.9, Counterfeit, Masterpiece, Bobrikoff, Loch Finne, Cardinal, Bon Reve, Midnight Sun, Lady Lucy. xyxy=(651,391,804,449)
table-row xyxy=(331,607,484,615)
table-row xyxy=(491,236,644,244)
table-cell: Painters xyxy=(332,647,353,655)
article-body: There were 68 absent voters' permits issued, and of these 8 voted in the district, 45 outside the district, and 15 did not vote. They voted as follows: — xyxy=(491,193,644,217)
dateline: By Electric Telegraph — Copyright. (United Press Association.) xyxy=(180,588,315,603)
table-header xyxy=(331,572,407,583)
divider xyxy=(171,531,324,534)
article-body: London, December 15. The Naval Discipline Bill has been read a third time in the House of Lords. xyxy=(171,807,324,823)
table-cell: 5 xyxy=(442,607,446,615)
article-body: Dunedin Handicap, of 150 sovs, five furlongs. — Aunt Cafonia 8.8, Pigeon 7.12, May Dalrymple 7.9, Titirangi 7.6, Solid Wray 7.7, Target Knight 7.7. xyxy=(651,1148,804,1172)
article-body: Half-mile Handicap. — A. Parkes scr., A. G. Donald scr., R. J. Jones 7yds, P. Hill 10yds, Chapman 10yds, Adlam 17yds, P. Humm 15yds, W. Roebuck 20yds, E. Wall 20yds, W. H. Witten 30yds, J. Clark 35yds, S. W. Crutchley 45yds, E. Jones 60yds, W. F. Mason 75yds. xyxy=(171,253,324,293)
voting-table xyxy=(331,572,484,736)
article-subheading: LETTER FROM MR. MASSEY TO THE ELECTORS. xyxy=(493,1054,642,1062)
table-row xyxy=(331,583,484,592)
article-subheading: AUCKLAND SUMMER MEETING. xyxy=(664,368,791,378)
article-body: Robinson Handicap. — St Petersburg 9.4, Idle Fille 8.7, Pointers 8.4, La Reina 8.3, Bon Reve 8.1, Waimangu 7.13, Worcester, Goodwin Sands 7.11, Royal Soult 7.9, Cyrus, Contest, Captain Soult 7.8, Miss Winsome 7.6, Chiefton 7.6, Merriwee 7.4, Sea Elf 7.0. xyxy=(651,576,804,617)
table-row xyxy=(491,169,644,177)
table-cell: — xyxy=(439,687,446,695)
advertisement-text: Do you want cheap hot water? The Meleod patent heater will give you a continuous supply of boiling water in 1 minute. It is made of wrought iron pipe, is practically everlasting, and only costs £7 10s. The Meleod heater can be used in the house or anywhere on the farm, and any oil or wood can be used, such as kerosene, benzine, crude oil, etc. See it working. xyxy=(171,1012,324,1069)
table-cell: 1 xyxy=(442,655,446,663)
article-subheading: THE MAORI ELECTIONS. xyxy=(529,919,606,927)
article-subheading: POLITICAL PRISONERS PARDONED. xyxy=(832,696,943,703)
list-item: New Plymouth — Saturday. xyxy=(345,504,420,512)
article-body: A good concert was held in the Wesley Church last evening, when the Wesley Choir, the Stratford Orchestra, and the several local amateurs combined in an excellent programme. The audience was not as large as it might have been, but was certainly a very fair one. Three catches were rendered by the choir, 'Hark! Hark! My Soul!' In this solo some vocal items were taken by Miss Ivy Hooker (contralto), and Mrs G. Read (soprano). The orchestra was in particularly good form, and a number of exceedingly well rendered selections. xyxy=(11,81,164,163)
article-body: The same programme will be repeated again this evening. On Monday evening a big change takes place in the pictures. Monday Bernard has just arrived from a business trip to Wellington, where he has arranged for the latest films to be continuously shown. 'Captain Kate' will be one of the leading dramas for Monday. It deals with a wild animal hunter's daughter, who is lost in the jungle and surrounded by wild beasts of every description, but manages to fight her way out of the difficulty. This picture is said to be the greatest animal film ever shown. The scenic and comic portions of the programme are well represented. xyxy=(11,353,164,452)
table-cell: Jewellers xyxy=(332,599,356,607)
table-cell: Cycle trade xyxy=(332,615,362,623)
dateline: (Per Press Association.) xyxy=(696,380,759,388)
article-body: Five-mile Handicap. — A. G. Donald scr., A. Parkes scr., R. J. Jones 80yds, P. S. Humm 50yds, P. Hill 80yds, E. Wall 120yds, Chapman 200yds, J. Clark 210yds, P. Griffin 270yds, W. H. Witten 220yds, D. Cook 260yds, Adlam 220yds, S. W. Crutchley 330yds, Dene 350yds, W. Kerr 380yds, S. Jones 400yds, W. F. Mason 360yds, A. White 420yds, J. Dedmand 450yds. xyxy=(171,296,324,353)
article-subheading: BRITAIN'S LINE OF ACTION. xyxy=(204,577,291,584)
table-cell: — xyxy=(476,695,483,703)
table-cell: Majority for Hine xyxy=(492,270,538,277)
table-body xyxy=(491,121,644,193)
table-cell: 433 xyxy=(633,270,643,277)
